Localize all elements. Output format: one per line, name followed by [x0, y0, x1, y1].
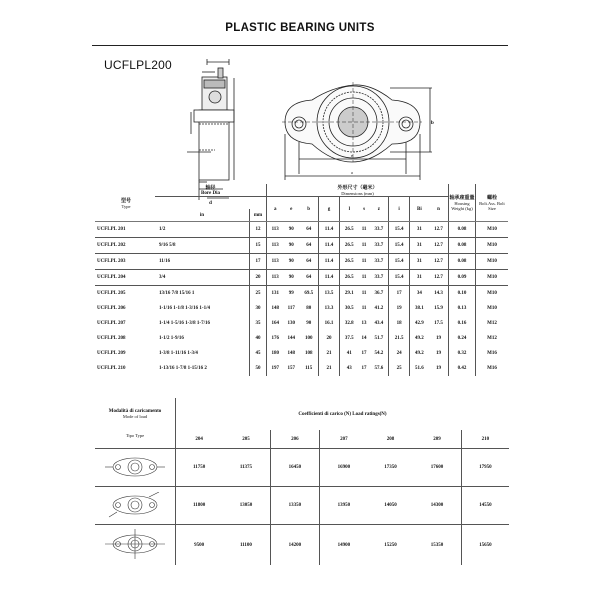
load-value-cell: 15250: [384, 542, 397, 548]
load-value-cell: 13350: [270, 487, 320, 525]
load-ratings-table: [95, 398, 509, 565]
type-cell: UCFLPL 207: [97, 321, 126, 326]
dim-n-cell: 12.7: [434, 243, 443, 248]
dim-l-cell: 26.5: [339, 270, 359, 286]
weight-cell: 0.08: [449, 254, 476, 270]
table-row: [95, 525, 509, 566]
dim-bi-cell: 51.6: [409, 361, 429, 376]
bolt-cell: M10: [476, 301, 509, 316]
load-value-cell: 17350: [367, 449, 413, 487]
load-value-cell: 11800: [176, 487, 223, 525]
weight-cell: 0.08: [449, 222, 476, 238]
bore-mm-cell: 40: [250, 331, 267, 346]
table-row: [95, 487, 509, 525]
dim-n-cell: 19: [435, 366, 441, 371]
dim-bi-cell: 31: [409, 254, 429, 270]
weight-cell: 0.10: [449, 286, 476, 302]
type-cell: UCFLPL 210: [97, 366, 126, 371]
dim-z-cell: 51.7: [374, 336, 384, 341]
dim-l-cell: 26.5: [339, 238, 359, 254]
dim-z-cell: 33.7: [374, 259, 384, 264]
dim-s-cell: 17: [361, 351, 367, 356]
load-value-cell: 17950: [461, 449, 509, 487]
bore-mm-cell: 30: [250, 301, 267, 316]
bore-in-cell: 1-1/16 1-1/8 1-3/16 1-1/4: [159, 306, 210, 311]
bore-mm-cell: 35: [250, 316, 267, 331]
dim-z-cell: 54.2: [374, 351, 384, 356]
dim-e-cell: 90: [288, 243, 294, 248]
size-header: 209: [413, 430, 461, 449]
weight-cell: 0.24: [449, 331, 476, 346]
dim-i-cell: 19: [389, 301, 410, 316]
type-header: 型号 Type: [95, 184, 155, 222]
dim-a-cell: 113: [267, 238, 284, 254]
size-header: 210: [461, 430, 509, 449]
weight-cell: 0.13: [449, 301, 476, 316]
dim-g-cell: 16.1: [319, 316, 340, 331]
bore-in-cell: 11/16: [159, 259, 171, 264]
table-row: [95, 270, 508, 286]
dim-bi-cell: 31: [409, 270, 429, 286]
dim-a-cell: 176: [267, 331, 284, 346]
dim-b-cell: 108: [304, 351, 313, 356]
dim-b-cell: 69.5: [304, 291, 314, 296]
weight-cell: 0.16: [449, 316, 476, 331]
bore-mm-cell: 50: [250, 361, 267, 376]
bore-in-cell: 1-1/4 1-5/16 1-3/8 1-7/16: [159, 321, 210, 326]
type-cell: UCFLPL 201: [97, 227, 126, 232]
table-row: [95, 254, 508, 270]
side-view-drawing-icon: [185, 52, 245, 204]
weight-cell: 0.08: [449, 238, 476, 254]
dim-z-cell: 41.2: [374, 306, 384, 311]
load-ratings-header: Coefficienti di carico (N) Load ratings(N): [176, 398, 510, 430]
dim-i-cell: 21.5: [389, 331, 410, 346]
size-header: 204: [176, 430, 223, 449]
bore-mm-cell: 17: [250, 254, 267, 270]
axial-load-diagram-icon: [95, 449, 176, 487]
dim-i-cell: 17: [389, 286, 410, 302]
dim-z-cell: 33.7: [374, 275, 384, 280]
dim-a-cell: 164: [267, 316, 284, 331]
dim-z-cell: 33.7: [374, 227, 384, 232]
load-value-cell: 14900: [320, 525, 368, 566]
dim-z-cell: 43.4: [374, 321, 384, 326]
dimensions-header: 外形尺寸（毫米） Dimensions (mm): [267, 184, 449, 197]
dim-g-cell: 13.5: [319, 286, 340, 302]
dim-n-cell: 17.5: [434, 321, 443, 326]
load-value-cell: 13050: [222, 487, 270, 525]
bolt-cell: M12: [476, 316, 509, 331]
dim-z-cell: 57.6: [374, 366, 384, 371]
radial-load-diagram-icon: [95, 525, 176, 566]
dim-s-cell: 11: [361, 259, 367, 264]
dim-b-cell: 80: [306, 306, 312, 311]
table-row: [95, 238, 508, 254]
svg-text:b: b: [431, 121, 434, 126]
bore-in-cell: 1/2: [159, 227, 166, 232]
load-value-cell: 14300: [413, 487, 461, 525]
svg-text:a: a: [351, 170, 353, 175]
type-cell: UCFLPL 202: [97, 243, 126, 248]
dim-e-cell: 130: [287, 321, 296, 326]
dim-a-cell: 197: [267, 361, 284, 376]
dim-e-cell: 90: [288, 227, 294, 232]
dim-bi-cell: 31: [409, 222, 429, 238]
dim-e-cell: 117: [287, 306, 295, 311]
type-cell: UCFLPL 209: [97, 351, 126, 356]
type-cell: UCFLPL 203: [97, 259, 126, 264]
bore-mm-cell: 15: [250, 238, 267, 254]
dim-b-cell: 115: [305, 366, 313, 371]
bolt-cell: M10: [476, 286, 509, 302]
dim-bi-cell: 49.2: [409, 346, 429, 361]
size-header: 205: [222, 430, 270, 449]
dim-s-cell: 11: [361, 306, 367, 311]
size-header: 207: [320, 430, 368, 449]
dim-n-cell: 12.7: [434, 259, 443, 264]
dim-i-cell: 15.4: [389, 222, 410, 238]
bolt-cell: M16: [476, 346, 509, 361]
dim-n-cell: 14.3: [434, 291, 443, 296]
dim-b-cell: 64: [306, 259, 312, 264]
dim-s-cell: 14: [361, 336, 367, 341]
dim-s-cell: 11: [361, 291, 367, 296]
bore-mm-cell: 12: [250, 222, 267, 238]
dim-bi-cell: 38.1: [409, 301, 429, 316]
dim-l-cell: 37.5: [339, 331, 359, 346]
dim-g-cell: 13.3: [319, 301, 340, 316]
dim-s-cell: 13: [361, 321, 367, 326]
load-value-cell: 9500: [176, 525, 223, 566]
bore-mm-cell: 25: [250, 286, 267, 302]
load-value-cell: 17600: [413, 449, 461, 487]
bolt-cell: M10: [476, 254, 509, 270]
dim-g-cell: 11.4: [319, 254, 340, 270]
table-row: [95, 301, 508, 316]
dim-n-cell: 19: [435, 351, 441, 356]
bore-in-cell: 1-3/8 1-11/16 1-3/4: [159, 351, 198, 356]
dim-i-cell: 15.4: [389, 238, 410, 254]
table-row: [95, 361, 508, 376]
dim-bi-cell: 49.2: [409, 331, 429, 346]
dim-b-cell: 64: [306, 243, 312, 248]
load-value-cell: 15350: [430, 542, 444, 548]
dim-g-cell: 11.4: [319, 238, 340, 254]
table-row: [95, 222, 508, 238]
mm-header: mm: [250, 209, 267, 222]
weight-cell: 0.09: [449, 270, 476, 286]
dim-bi-cell: 42.9: [409, 316, 429, 331]
dim-b-cell: 64: [306, 227, 312, 232]
diagonal-load-diagram-icon: [95, 487, 176, 525]
bore-mm-cell: 45: [250, 346, 267, 361]
dim-l-cell: 43: [339, 361, 359, 376]
bolt-cell: M10: [476, 270, 509, 286]
dim-b-cell: 64: [306, 275, 312, 280]
dim-a-cell: 113: [267, 254, 284, 270]
type-cell: UCFLPL 208: [97, 336, 126, 341]
dim-e-cell: 90: [288, 275, 294, 280]
size-header: 208: [367, 430, 413, 449]
weight-cell: 0.42: [449, 361, 476, 376]
type-cell: UCFLPL 206: [97, 306, 126, 311]
d-header: d: [209, 200, 212, 206]
dim-l-cell: 26.5: [339, 254, 359, 270]
dim-bi-cell: 34: [409, 286, 429, 302]
dim-i-cell: 18: [389, 316, 410, 331]
load-value-cell: 13950: [320, 487, 368, 525]
bolt-cell: M10: [476, 222, 509, 238]
dim-a-cell: 113: [267, 270, 284, 286]
table-row: [95, 449, 509, 487]
type-cell: UCFLPL 205: [97, 291, 126, 296]
dim-s-cell: 11: [361, 243, 367, 248]
dim-i-cell: 24: [389, 346, 410, 361]
bolt-cell: M10: [476, 238, 509, 254]
table-row: [95, 346, 508, 361]
dim-g-cell: 21: [319, 346, 340, 361]
dimensions-table: 型号 Type 轴径 Bore Dia 外形尺寸（毫米） Dimensions (mm) 轴承座重量 Housing Weight (kg) 螺栓 Bolt.Ass. Bolt Size d a e b g l s z i Bi n in mm UCFLPL 201 1/2 12 113 90 64 11.4 26.5 11 33.7 15.4 31 12.7 0.08 M10 UCFLPL 202 9/16 5/8 15 113 90 64 11.4 26.5 11 33.7 15.4 31 12.7 0.08 M10 UCFLPL 203 11/16 17 113 90 64 11.4 26.5 11 33.7 15.4 31 12.7 0.08 M10 UCFLPL 204 3/4 20 113 90 64 11.4 26.5 11 33.7 15.4 31 12.7 0.09 M10 UCFLPL 205 13/16 7/8 15/16 1 25 131 99 69.5 13.5 29.1 11 36.7 17 34 14.3 0.10 M10 UCFLPL 206 1-1/16 1-1/8 1-3/16 1-1/4 30 148 117 80 13.3 30.5 11 41.2 19 38.1 15.9 0.13 M10 UCFLPL 207 1-1/4 1-5/16 1-3/8 1-7/16 35 164 130 90 16.1 32.8 13 43.4 18 42.9 17.5 0.16 M12 UCFLPL 208 1-1/2 1-9/16 40 176 144 100 20 37.5 14 51.7 21.5 49.2 19 0.24 M12 UCFLPL 209 1-3/8 1-11/16 1-3/4 45 180 148 108 21 41 17 54.2 24 49.2 19 0.32 M16 UCFLPL 210 1-13/16 1-7/8 1-15/16 2 50 197 157 115 21 43 17 57.6 25 51.6 19 0.42 M16: [95, 184, 508, 376]
dim-e-cell: 148: [287, 351, 296, 356]
bolt-cell: M12: [476, 331, 509, 346]
dim-b-cell: 100: [304, 336, 313, 341]
load-value-cell: 14050: [367, 487, 413, 525]
dim-z-cell: 33.7: [374, 243, 384, 248]
load-value-cell: 16450: [270, 449, 320, 487]
dim-n-cell: 12.7: [434, 227, 443, 232]
dim-a-cell: 131: [267, 286, 284, 302]
table-row: [95, 316, 508, 331]
table-row: [95, 286, 508, 302]
size-header: 206: [270, 430, 320, 449]
dim-n-cell: 19: [435, 336, 441, 341]
table-row: [95, 331, 508, 346]
dim-e-cell: 157: [287, 366, 296, 371]
title-divider: [92, 45, 508, 46]
dim-z-cell: 36.7: [374, 291, 384, 296]
bolt-cell: M16: [476, 361, 509, 376]
dim-g-cell: 20: [319, 331, 340, 346]
load-value-cell: 11375: [222, 449, 270, 487]
dim-e-cell: 99: [288, 291, 294, 296]
dim-n-cell: 12.7: [434, 275, 443, 280]
load-value-cell: 15650: [461, 525, 509, 566]
dim-l-cell: 32.8: [339, 316, 359, 331]
load-value-cell: 14200: [270, 525, 320, 566]
type-cell: UCFLPL 204: [97, 275, 126, 280]
svg-text:e: e: [351, 153, 353, 158]
bore-mm-cell: 20: [250, 270, 267, 286]
dim-g-cell: 11.4: [319, 222, 340, 238]
in-header: in: [155, 209, 250, 222]
model-name: UCFLPL200: [104, 58, 172, 72]
load-value-cell: 16900: [320, 449, 368, 487]
dim-l-cell: 26.5: [339, 222, 359, 238]
bore-in-cell: 9/16 5/8: [159, 243, 176, 248]
dim-a-cell: 113: [267, 222, 284, 238]
dim-a-cell: 180: [267, 346, 284, 361]
mode-of-load-header: Modalità di caricamento Mode of load Tipo Type: [95, 398, 176, 449]
load-value-cell: 11100: [239, 542, 252, 548]
bore-header: 轴径 Bore Dia: [155, 184, 267, 197]
dim-l-cell: 29.1: [339, 286, 359, 302]
bore-in-cell: 1-1/2 1-9/16: [159, 336, 184, 341]
dim-b-cell: 90: [306, 321, 312, 326]
dim-s-cell: 17: [361, 366, 367, 371]
dim-n-cell: 15.9: [434, 306, 443, 311]
dim-i-cell: 25: [389, 361, 410, 376]
front-view-drawing-icon: [282, 82, 452, 180]
dim-s-cell: 11: [361, 227, 367, 232]
dim-g-cell: 11.4: [319, 270, 340, 286]
dim-bi-cell: 31: [409, 238, 429, 254]
load-value-cell: 11750: [176, 449, 223, 487]
page-title: PLASTIC BEARING UNITS: [225, 22, 375, 34]
bore-in-cell: 1-13/16 1-7/8 1-15/16 2: [159, 366, 207, 371]
dim-e-cell: 144: [287, 336, 296, 341]
bore-in-cell: 13/16 7/8 15/16 1: [159, 291, 195, 296]
weight-cell: 0.32: [449, 346, 476, 361]
dim-l-cell: 41: [339, 346, 359, 361]
bore-in-cell: 3/4: [159, 275, 166, 280]
dim-s-cell: 11: [361, 275, 367, 280]
dim-g-cell: 21: [319, 361, 340, 376]
load-value-cell: 14550: [461, 487, 509, 525]
dim-a-cell: 148: [267, 301, 284, 316]
bolt-header: 螺栓 Bolt.Ass. Bolt Size: [476, 184, 509, 222]
dim-l-cell: 30.5: [339, 301, 359, 316]
weight-header: 轴承座重量 Housing Weight (kg): [449, 184, 476, 222]
dim-i-cell: 15.4: [389, 254, 410, 270]
dim-e-cell: 90: [288, 259, 294, 264]
dim-i-cell: 15.4: [389, 270, 410, 286]
